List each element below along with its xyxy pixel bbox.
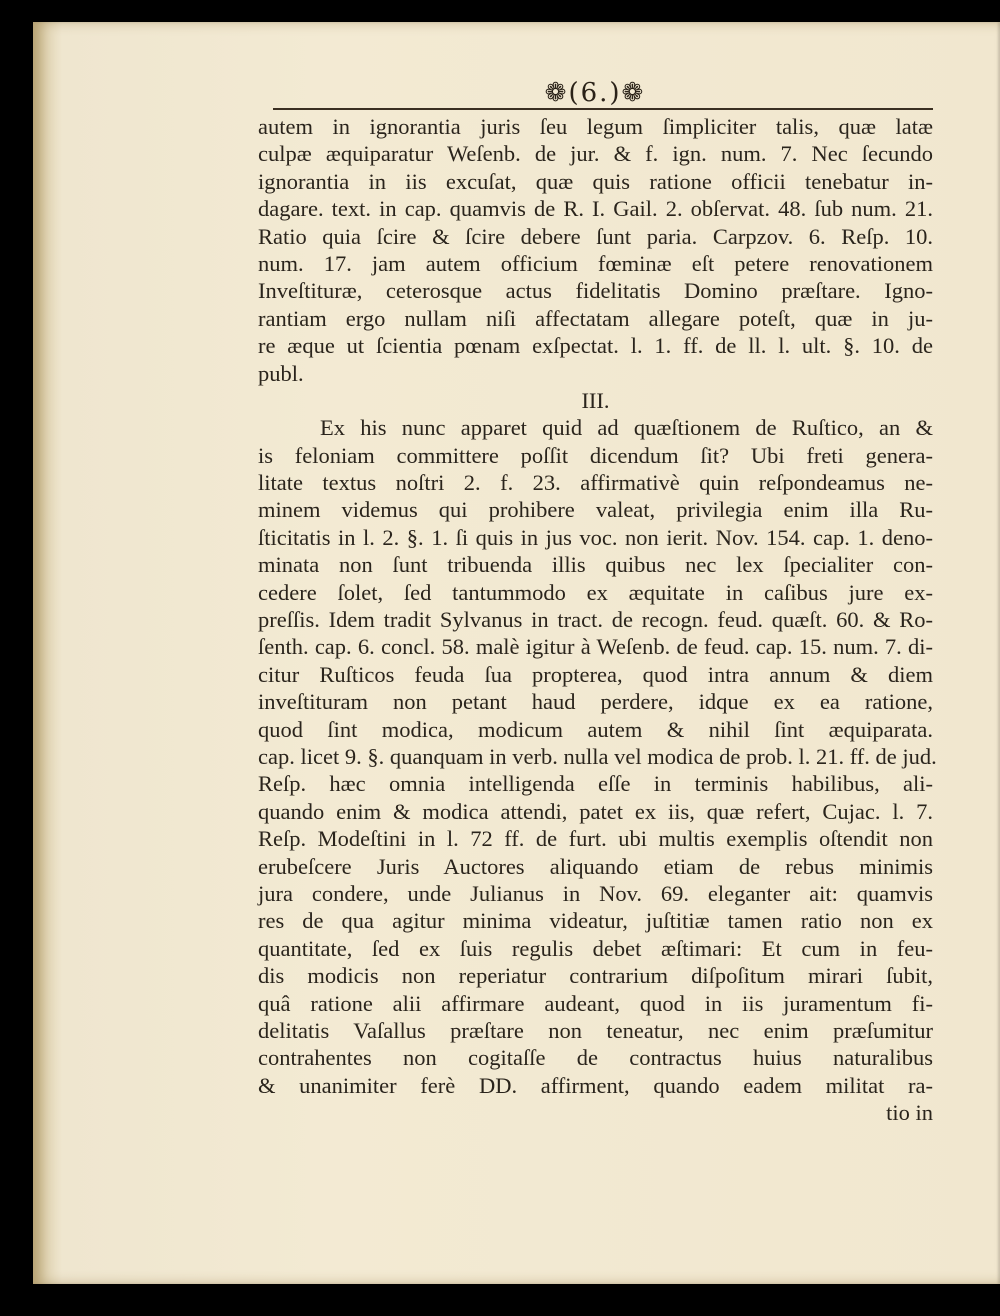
text-line: ſticitatis in l. 2. §. 1. ſi quis in jus voc. non ierit. Nov. 154. cap. 1. deno- <box>258 524 933 550</box>
text-line: re æque ut ſcientia pœnam exſpectat. l. 1. ff. de ll. l. ult. §. 10. de <box>258 333 933 359</box>
text-line: & unanimiter ferè DD. affirment, quando eadem militat ra- <box>258 1072 933 1098</box>
text-line: Reſp. Modeſtini in l. 72 ff. de furt. ubi multis exemplis oſtendit non <box>258 826 933 852</box>
text-line: minata non ſunt tribuenda illis quibus nec lex ſpecialiter con- <box>258 552 933 578</box>
text-line: dis modicis non reperiatur contrarium diſpoſitum mirari ſubit, <box>258 963 933 989</box>
text-line: litate textus noſtri 2. f. 23. affirmativè quin reſpondeamus ne- <box>258 470 933 496</box>
page-number-header: ❁(6.)❁ <box>544 78 646 108</box>
text-line: delitatis Vaſallus præſtare non teneatur, nec enim præſumitur <box>258 1017 933 1043</box>
text-line: Ex his nunc apparet quid ad quæſtionem de Ruſtico, an & <box>320 415 933 441</box>
text-line: culpæ æquiparatur Weſenb. de jur. & f. ign. num. 7. Nec ſecundo <box>258 141 933 167</box>
text-line: inveſtituram non petant haud perdere, idque ex ea ratione, <box>258 689 933 715</box>
text-line: citur Ruſticos feuda ſua propterea, quod intra annum & diem <box>258 661 933 687</box>
text-line: contrahentes non cogitaſſe de contractus huius naturalibus <box>258 1045 933 1071</box>
text-line: preſſis. Idem tradit Sylvanus in tract. de recogn. feud. quæſt. 60. & Ro- <box>258 607 933 633</box>
text-line: autem in ignorantia juris ſeu legum ſimpliciter talis, quæ latæ <box>258 114 933 139</box>
catchword: tio in <box>886 1100 933 1126</box>
text-line: dagare. text. in cap. quamvis de R. I. Gail. 2. obſervat. 48. ſub num. 21. <box>258 196 933 222</box>
text-line: jura condere, unde Julianus in Nov. 69. eleganter ait: quamvis <box>258 880 933 906</box>
text-line: ſenth. cap. 6. concl. 58. malè igitur à Weſenb. de feud. cap. 15. num. 7. di- <box>258 634 933 660</box>
text-line: cap. licet 9. §. quanquam in verb. nulla vel modica de prob. l. 21. ff. de jud. <box>258 743 937 769</box>
text-line: is feloniam committere poſſit dicendum ſit? Ubi freti genera- <box>258 442 933 468</box>
text-line: quando enim & modica attendi, patet ex iis, quæ refert, Cujac. l. 7. <box>258 798 933 824</box>
text-line: ignorantia in iis excuſat, quæ quis ratione officii tenebatur in- <box>258 168 933 194</box>
text-line: res de qua agitur minima videatur, juſtitiæ tamen ratio non ex <box>258 908 933 934</box>
text-line: Inveſtituræ, ceterosque actus fidelitatis Domino præſtare. Igno- <box>258 278 933 304</box>
body-text <box>258 113 937 1126</box>
text-line: minem videmus qui prohibere valeat, privilegia enim illa Ru- <box>258 497 933 523</box>
text-line: cedere ſolet, ſed tantummodo ex æquitate in caſibus jure ex- <box>258 579 933 605</box>
text-line: quâ ratione alii affirmare audeant, quod in iis juramentum fi- <box>258 990 933 1016</box>
text-line: rantiam ergo nullam niſi affectatam allegare poteſt, quæ in ju- <box>258 305 933 331</box>
text-line: quantitate, ſed ex ſuis regulis debet æſtimari: Et cum in feu- <box>258 935 933 961</box>
text-line: Reſp. hæc omnia intelligenda eſſe in terminis habilibus, ali- <box>258 771 933 797</box>
text-line: Ratio quia ſcire & ſcire debere ſunt paria. Carpzov. 6. Reſp. 10. <box>258 223 933 249</box>
header-rule <box>273 108 933 110</box>
section-heading: III. <box>581 387 610 413</box>
text-line: publ. <box>258 360 304 386</box>
text-line: num. 17. jam autem officium fœminæ eſt petere renovationem <box>258 250 933 276</box>
text-line: erubeſcere Juris Auctores aliquando etiam de rebus minimis <box>258 853 933 879</box>
text-line: quod ſint modica, modicum autem & nihil ſint æquiparata. <box>258 716 933 742</box>
